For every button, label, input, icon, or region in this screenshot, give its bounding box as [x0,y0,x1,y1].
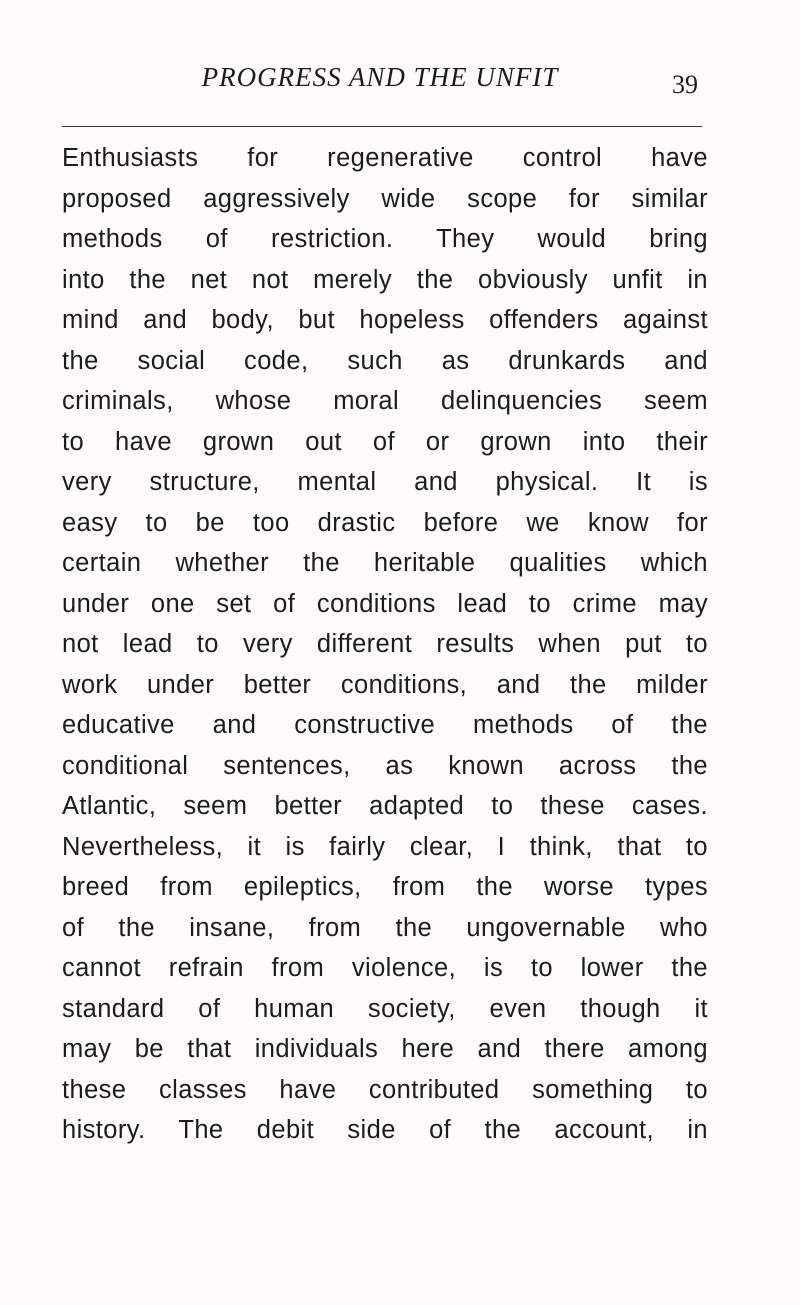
text-line: certain whether the heritable qualities which [62,549,708,577]
text-line: mind and body, but hopeless offenders against [62,306,708,334]
text-line: into the net not merely the obviously unfit in [62,265,708,294]
text-line: criminals, whose moral delinquencies seem [62,387,708,415]
running-head [60,62,700,102]
running-title: PROGRESS AND THE UNFIT [201,62,559,92]
text-line: easy to be too drastic before we know for [62,508,708,537]
text-line: educative and constructive methods of the [62,711,708,739]
text-line: conditional sentences, as known across the [62,751,708,780]
text-line: very structure, mental and physical. It is [62,468,708,496]
text-line: cannot refrain from violence, is to lower the [62,954,708,982]
page-number: 39 [672,70,698,99]
body-paragraph [62,138,708,1151]
text-line: standard of human society, even though it [62,994,708,1023]
text-line: may be that individuals here and there among [62,1035,708,1063]
text-line: to have grown out of or grown into their [62,427,708,456]
text-line: Atlantic, seem better adapted to these cases. [62,792,708,820]
text-line: not lead to very different results when put to [62,630,708,658]
text-line: Enthusiasts for regenerative control have [62,144,708,172]
text-line: these classes have contributed something to [62,1075,708,1104]
text-line: work under better conditions, and the milder [62,670,708,699]
text-line: history. The debit side of the account, in [62,1116,708,1144]
text-line: breed from epileptics, from the worse types [62,873,708,901]
header-rule [62,126,702,127]
text-line: proposed aggressively wide scope for similar [62,184,708,213]
text-line: the social code, such as drunkards and [62,346,708,375]
text-line: methods of restriction. They would bring [62,225,708,253]
text-line: of the insane, from the ungovernable who [62,913,708,942]
text-line: under one set of conditions lead to crime may [62,589,708,618]
text-line: Nevertheless, it is fairly clear, I think, that to [62,832,708,861]
